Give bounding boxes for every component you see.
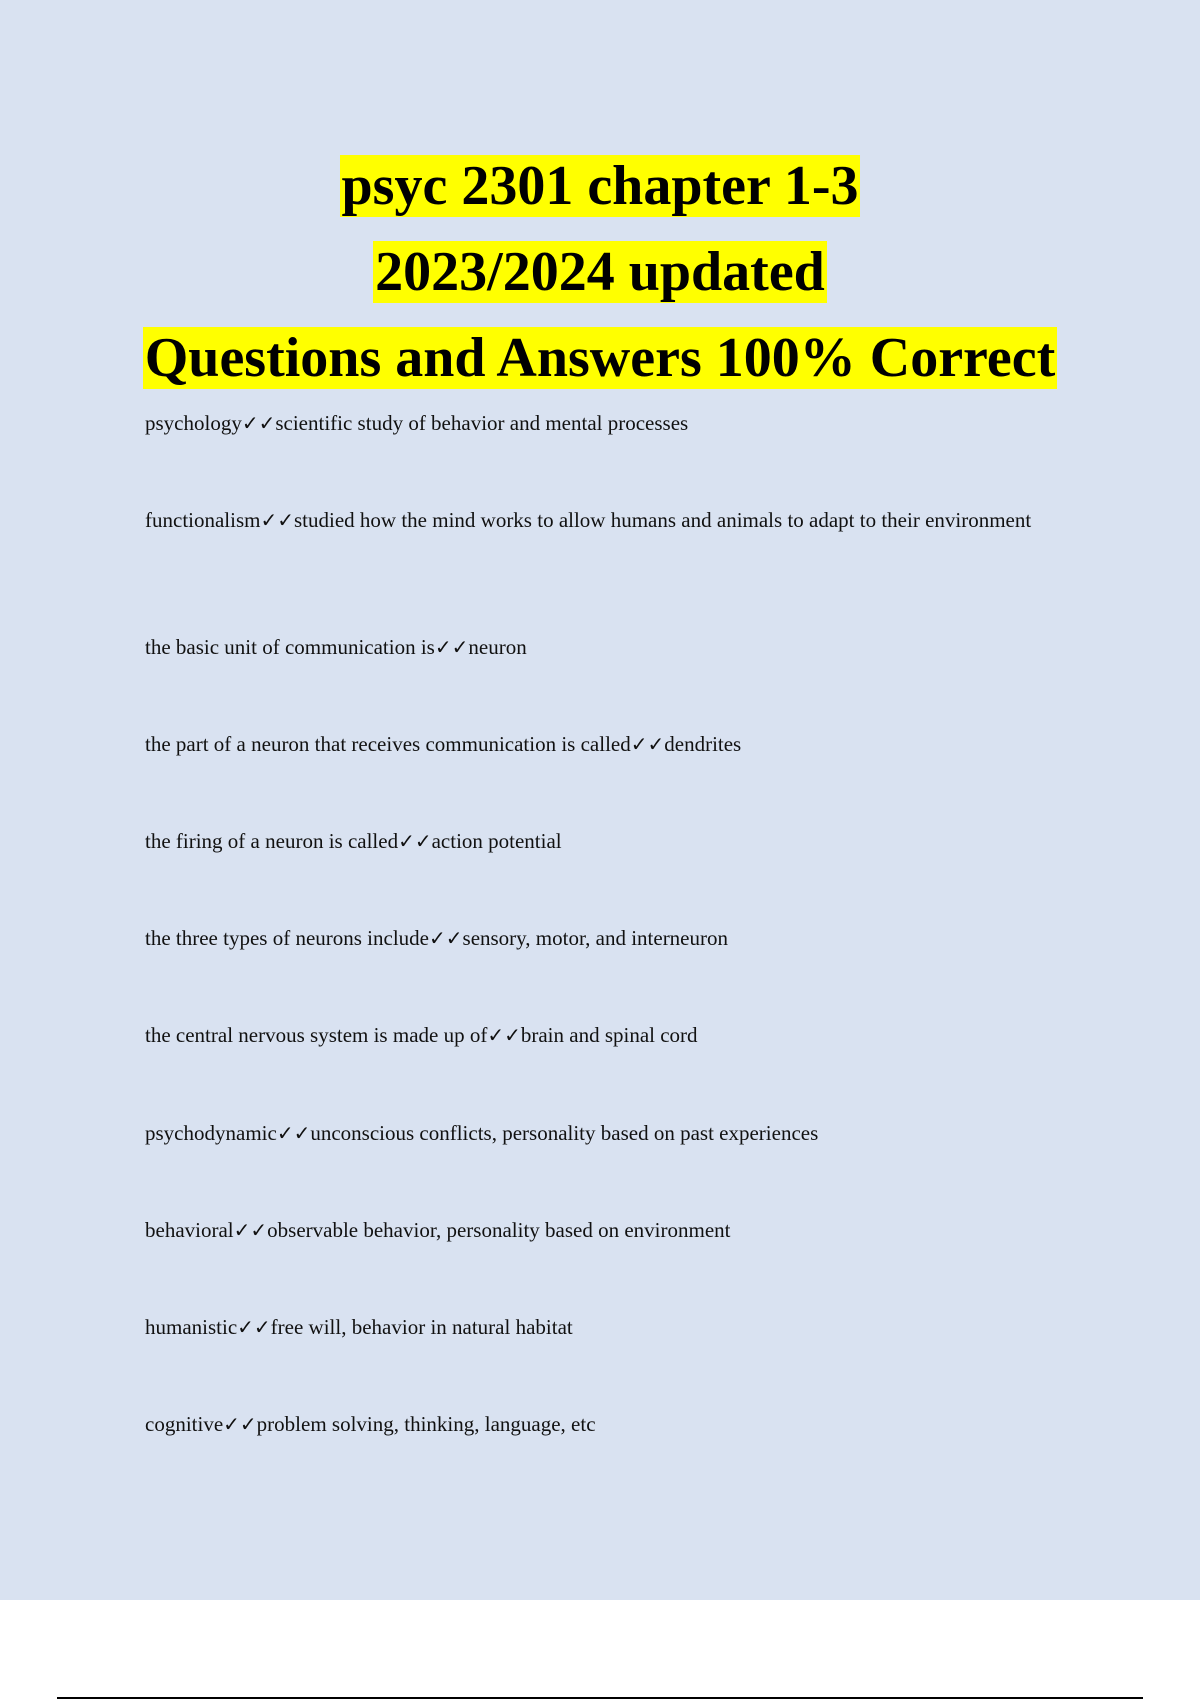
double-check-icon: ✓✓ — [487, 1023, 521, 1047]
qa-item — [145, 1312, 1065, 1342]
title-line — [0, 143, 1200, 229]
question-text: the three types of neurons include — [145, 926, 429, 950]
double-check-icon: ✓✓ — [429, 926, 463, 950]
question-text: the basic unit of communication is — [145, 635, 435, 659]
double-check-icon: ✓✓ — [223, 1412, 257, 1436]
question-text: psychology — [145, 411, 242, 435]
question-text: functionalism — [145, 508, 261, 532]
double-check-icon: ✓✓ — [241, 411, 276, 435]
double-check-icon: ✓✓ — [276, 1121, 311, 1145]
title-line — [0, 315, 1200, 401]
question-text: the part of a neuron that receives communication is called — [145, 732, 631, 756]
double-check-icon: ✓✓ — [398, 829, 432, 853]
answer-text: scientific study of behavior and mental processes — [275, 411, 689, 435]
qa-item — [145, 1409, 1065, 1439]
qa-item — [145, 505, 1065, 535]
answer-text: unconscious conflicts, personality based on past experiences — [310, 1121, 819, 1145]
answer-text: free will, behavior in natural habitat — [270, 1315, 573, 1339]
title-line-2: 2023/2024 updated — [375, 241, 825, 303]
title-line-3: Questions and Answers 100% Correct — [144, 327, 1056, 389]
question-text: cognitive — [145, 1412, 224, 1436]
double-check-icon: ✓✓ — [233, 1218, 268, 1242]
qa-item — [145, 1215, 1065, 1245]
title-line — [0, 229, 1200, 315]
title-line-1: psyc 2301 chapter 1-3 — [341, 155, 859, 217]
question-text: psychodynamic — [145, 1121, 277, 1145]
answer-text: problem solving, thinking, language, etc — [256, 1412, 596, 1436]
qa-item — [145, 729, 1065, 759]
double-check-icon: ✓✓ — [434, 635, 469, 659]
answer-text: studied how the mind works to allow humans and animals to adapt to their environment — [294, 508, 1032, 532]
question-text: humanistic — [145, 1315, 238, 1339]
qa-item — [145, 1020, 1065, 1050]
answer-text: dendrites — [664, 732, 742, 756]
footer-divider — [57, 1697, 1143, 1699]
qa-item — [145, 923, 1065, 953]
qa-item — [145, 826, 1065, 856]
double-check-icon: ✓✓ — [630, 732, 665, 756]
answer-text: brain and spinal cord — [520, 1023, 698, 1047]
question-text: the central nervous system is made up of — [145, 1023, 488, 1047]
answer-text: action potential — [431, 829, 562, 853]
answer-text: neuron — [468, 635, 527, 659]
double-check-icon: ✓✓ — [237, 1315, 271, 1339]
document-title — [0, 143, 1200, 401]
qa-item — [145, 408, 1065, 438]
double-check-icon: ✓✓ — [260, 508, 294, 532]
question-text: the firing of a neuron is called — [145, 829, 399, 853]
answer-text: sensory, motor, and interneuron — [462, 926, 728, 950]
question-text: behavioral — [145, 1218, 234, 1242]
qa-item — [145, 632, 1065, 662]
answer-text: observable behavior, personality based on environment — [267, 1218, 731, 1242]
qa-item — [145, 1118, 1065, 1148]
